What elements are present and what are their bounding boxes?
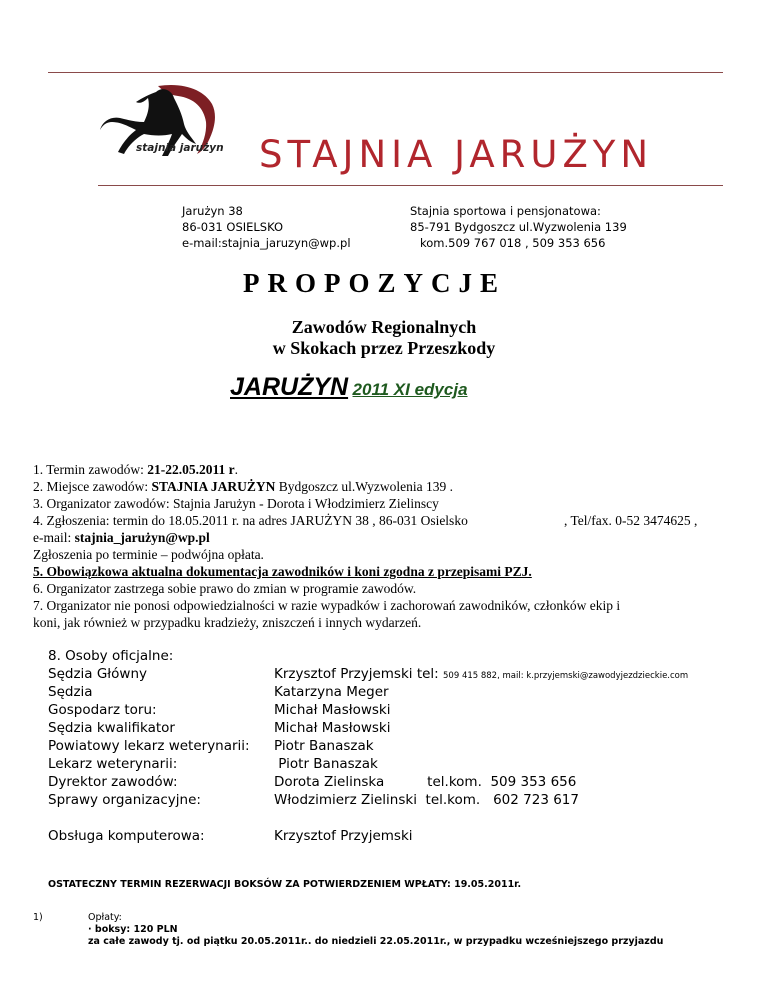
address-right-line: Stajnia sportowa i pensjonatowa: <box>410 204 601 218</box>
fees-number: 1) <box>33 912 43 923</box>
address-left-line: Jarużyn 38 <box>182 204 243 218</box>
document-title: PROPOZYCJE <box>243 268 507 298</box>
list-item: 6. Organizator zastrzega sobie prawo do zmian w programie zawodów. <box>33 581 417 596</box>
list-item: 5. Obowiązkowa aktualna dokumentacja zawodników i koni zgodna z przepisami PZJ. <box>33 564 532 579</box>
official-row: Powiatowy lekarz weterynarii: Piotr Banaszak <box>48 738 374 754</box>
horse-icon <box>98 78 238 173</box>
top-rule <box>48 72 723 73</box>
subtitle <box>180 317 588 359</box>
brand-title: STAJNIA JARUŻYN <box>259 133 654 176</box>
official-row: Dyrektor zawodów: Dorota Zielinska tel.kom. 509 353 656 <box>48 774 577 790</box>
official-row: Obsługa komputerowa: Krzysztof Przyjemski <box>48 828 413 844</box>
list-item: e-mail: stajnia_jarużyn@wp.pl <box>33 530 210 545</box>
fees-label: Opłaty: <box>88 912 122 923</box>
terms-list <box>33 461 733 631</box>
address-left-line: 86-031 OSIELSKO <box>182 220 284 234</box>
official-row: Sędzia Katarzyna Meger <box>48 684 389 700</box>
list-item: koni, jak również w przypadku kradzieży, zniszczeń i innych wydarzeń. <box>33 615 422 630</box>
edition-year: 2011 XI edycja <box>352 380 468 399</box>
official-row: Gospodarz toru: Michał Masłowski <box>48 702 391 718</box>
logo-text: stajnia jarużyn <box>136 142 224 154</box>
fees-block <box>88 912 663 948</box>
email-link[interactable]: stajnia_jarużyn@wp.pl <box>74 530 210 545</box>
edition-title <box>230 373 468 402</box>
booking-deadline: OSTATECZNY TERMIN REZERWACJI BOKSÓW ZA POTWIERDZENIEM WPŁATY: 19.05.2011r. <box>48 879 522 890</box>
list-item: 4. Zgłoszenia: termin do 18.05.2011 r. na adres JARUŻYN 38 , 86-031 Osielsko , Tel/fax. 0-52 3474625 , <box>33 513 698 528</box>
address-left-email: e-mail:stajnia_jaruzyn@wp.pl <box>182 236 351 250</box>
list-item: 1. Termin zawodów: 21-22.05.2011 r. <box>33 462 239 477</box>
address-left <box>182 203 351 251</box>
subtitle-line: w Skokach przez Przeszkody <box>272 338 496 358</box>
official-row: Sędzia Główny Krzysztof Przyjemski tel: 509 415 882, mail: k.przyjemski@zawodyjezdzieckie.com <box>48 666 689 682</box>
address-right-line: 85-791 Bydgoszcz ul.Wyzwolenia 139 <box>410 220 627 234</box>
officials-heading: 8. Osoby oficjalne: <box>48 648 174 664</box>
list-item: 2. Miejsce zawodów: STAJNIA JARUŻYN Bydgoszcz ul.Wyzwolenia 139 . <box>33 479 454 494</box>
address-right-line: kom.509 767 018 , 509 353 656 <box>420 236 606 250</box>
subtitle-line: Zawodów Regionalnych <box>291 317 477 337</box>
official-row: Sędzia kwalifikator Michał Masłowski <box>48 720 391 736</box>
fees-text: za całe zawody tj. od piątku 20.05.2011r.. do niedzieli 22.05.2011r., w przypadku wcześniejszego przyjazdu <box>88 936 664 947</box>
fees-item: · boksy: 120 PLN <box>88 924 178 935</box>
brand-rule <box>98 185 723 186</box>
officials-section <box>48 647 748 845</box>
official-row: Lekarz weterynarii: Piotr Banaszak <box>48 756 378 772</box>
list-item: 3. Organizator zawodów: Stajnia Jarużyn - Dorota i Włodzimierz Zielinscy <box>33 496 439 511</box>
address-right <box>410 203 627 251</box>
edition-name: JARUŻYN <box>230 373 349 401</box>
official-row: Sprawy organizacyjne: Włodzimierz Zielinski tel.kom. 602 723 617 <box>48 792 579 808</box>
list-item: 7. Organizator nie ponosi odpowiedzialności w razie wypadków i zachorowań zawodników, członków ekip i <box>33 598 621 613</box>
list-item: Zgłoszenia po terminie – podwójna opłata. <box>33 547 264 562</box>
stable-logo <box>98 78 238 173</box>
